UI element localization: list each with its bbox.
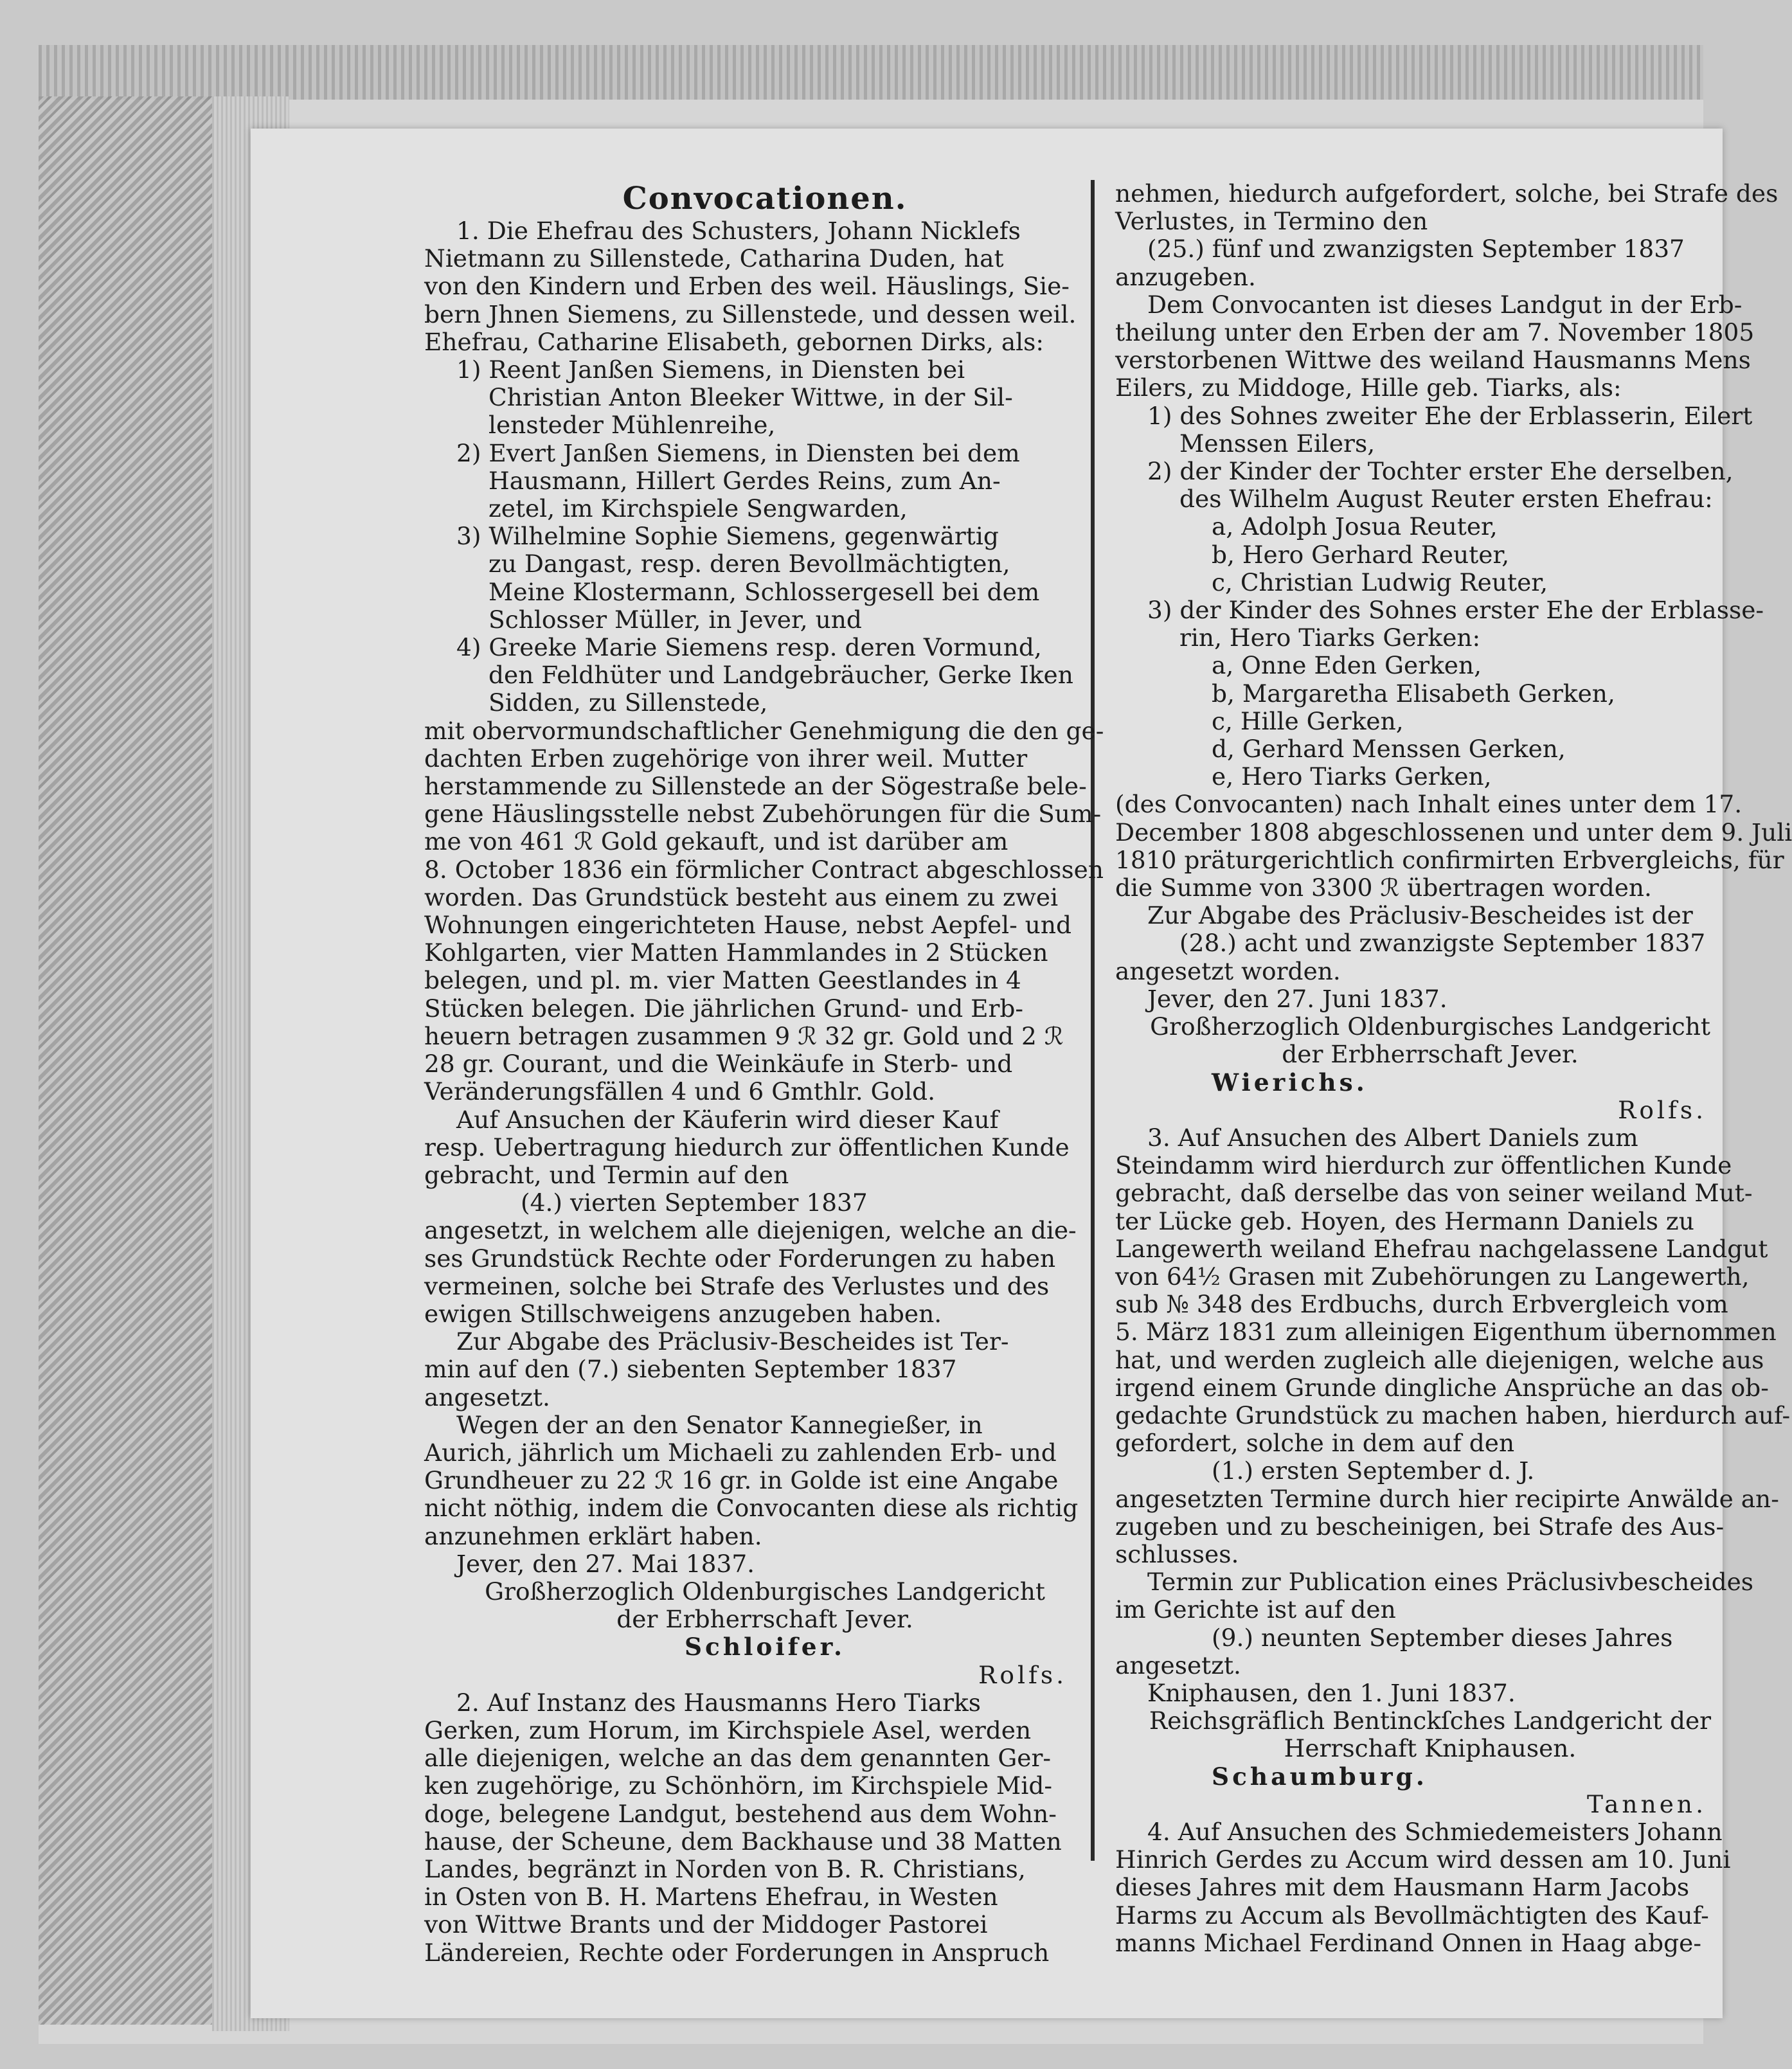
text-line: Auf Ansuchen der Käuferin wird dieser Kauf xyxy=(456,1105,999,1134)
text-line: 5. März 1831 zum alleinigen Eigenthum übernommen xyxy=(1115,1318,1777,1347)
text-line: zetel, im Kirchspiele Sengwarden, xyxy=(488,494,908,523)
text-line: theilung unter den Erben der am 7. November 1805 xyxy=(1115,318,1755,347)
text-line: 1) des Sohnes zweiter Ehe der Erblasserin, Eilert xyxy=(1147,401,1753,430)
text-line: me von 461 ℛ Gold gekauft, und ist darüber am xyxy=(424,827,1008,856)
page-title: Convocationen. xyxy=(622,181,908,217)
text-line: angesetzt. xyxy=(1115,1651,1241,1679)
text-line: im Gerichte ist auf den xyxy=(1115,1595,1396,1624)
text-line: herstammende zu Sillenstede an der Sögestraße bele- xyxy=(424,772,1087,801)
text-line: zu Dangast, resp. deren Bevollmächtigten, xyxy=(488,550,1010,578)
text-line: heuern betragen zusammen 9 ℛ 32 gr. Gold und 2 ℛ xyxy=(424,1021,1064,1050)
text-line: rin, Hero Tiarks Gerken: xyxy=(1179,623,1481,652)
court-name: der Erbherrschaft Jever. xyxy=(1282,1040,1579,1069)
text-line: ewigen Stillschweigens anzugeben haben. xyxy=(424,1299,942,1328)
text-line: b, Hero Gerhard Reuter, xyxy=(1212,540,1510,569)
signature-name: Tannen. xyxy=(1586,1789,1707,1818)
text-line: Meine Klostermann, Schlossergesell bei dem xyxy=(488,577,1040,606)
text-line: ken zugehörige, zu Schönhörn, im Kirchspiele Mid- xyxy=(424,1771,1052,1800)
text-line: December 1808 abgeschlossenen und unter dem 9. Juli xyxy=(1115,818,1792,846)
signature-name: Schaumburg. xyxy=(1212,1762,1428,1791)
date-line: Jever, den 27. Juni 1837. xyxy=(1147,984,1447,1013)
text-line: Christian Anton Bleeker Wittwe, in der Sil- xyxy=(488,383,1013,412)
text-line: irgend einem Grunde dingliche Ansprüche an das ob- xyxy=(1115,1373,1769,1402)
text-line: belegen, und pl. m. vier Matten Geestlandes in 4 xyxy=(424,966,1021,995)
text-line: angesetzt. xyxy=(424,1383,550,1411)
text-line: gebracht, daß derselbe das von seiner weiland Mut- xyxy=(1115,1179,1753,1208)
text-line: 3. Auf Ansuchen des Albert Daniels zum xyxy=(1147,1123,1638,1152)
text-line: Wegen der an den Senator Kannegießer, in xyxy=(456,1410,983,1439)
text-line: dieses Jahres mit dem Hausmann Harm Jacobs xyxy=(1115,1873,1690,1902)
text-line: (4.) vierten September 1837 xyxy=(521,1188,868,1217)
text-line: Hausmann, Hillert Gerdes Reins, zum An- xyxy=(488,466,1001,495)
text-line: (25.) fünf und zwanzigsten September 1837 xyxy=(1147,235,1685,264)
text-line: 1) Reent Janßen Siemens, in Diensten bei xyxy=(456,355,965,384)
text-line: gefordert, solche in dem auf den xyxy=(1115,1429,1515,1458)
signature-name: Rolfs. xyxy=(978,1660,1067,1689)
text-line: Ehefrau, Catharine Elisabeth, gebornen Dirks, als: xyxy=(424,327,1044,356)
text-line: Aurich, jährlich um Michaeli zu zahlenden Erb- und xyxy=(424,1438,1057,1467)
text-line: des Wilhelm August Reuter ersten Ehefrau: xyxy=(1179,485,1713,514)
signature-name: Schloifer. xyxy=(684,1633,846,1661)
text-line: Verlustes, in Termino den xyxy=(1115,207,1428,236)
text-line: von 64½ Grasen mit Zubehörungen zu Langewerth, xyxy=(1115,1262,1750,1291)
text-line: sub № 348 des Erdbuchs, durch Erbvergleich vom xyxy=(1115,1290,1728,1319)
text-line: manns Michael Ferdinand Onnen in Haag abge- xyxy=(1115,1928,1702,1957)
text-line: angesetzt, in welchem alle diejenigen, welche an die- xyxy=(424,1216,1077,1245)
text-line: angesetzten Termine durch hier recipirte Anwälde an- xyxy=(1115,1484,1779,1513)
text-line: Nietmann zu Sillenstede, Catharina Duden, hat xyxy=(424,244,1004,273)
page-top-edge xyxy=(39,45,1703,100)
left-column xyxy=(424,180,1106,1967)
text-line: ses Grundstück Rechte oder Forderungen zu haben xyxy=(424,1244,1056,1273)
text-line: 3) der Kinder des Sohnes erster Ehe der Erblasse- xyxy=(1147,596,1764,625)
court-name: Großherzoglich Oldenburgisches Landgericht xyxy=(485,1577,1045,1606)
text-line: b, Margaretha Elisabeth Gerken, xyxy=(1212,679,1615,708)
text-line: die Summe von 3300 ℛ übertragen worden. xyxy=(1115,873,1652,902)
court-name: Reichsgräflich Bentinckſches Landgericht der xyxy=(1149,1706,1712,1735)
text-line: Grundheuer zu 22 ℛ 16 gr. in Golde ist eine Angabe xyxy=(424,1466,1059,1495)
text-line: 2. Auf Instanz des Hausmanns Hero Tiarks xyxy=(456,1688,981,1717)
text-line: anzugeben. xyxy=(1115,262,1256,291)
text-line: 1810 präturgerichtlich confirmirten Erbvergleichs, für xyxy=(1115,845,1784,874)
court-name: der Erbherrschaft Jever. xyxy=(616,1605,913,1634)
text-line: e, Hero Tiarks Gerken, xyxy=(1212,762,1492,791)
text-line: Langewerth weiland Ehefrau nachgelassene Landgut xyxy=(1115,1234,1768,1263)
text-line: (28.) acht und zwanzigste September 1837 xyxy=(1179,929,1706,958)
court-name: Herrschaft Kniphausen. xyxy=(1284,1734,1577,1763)
text-line: 4) Greeke Marie Siemens resp. deren Vormund, xyxy=(456,633,1042,662)
text-line: 4. Auf Ansuchen des Schmiedemeisters Johann xyxy=(1147,1817,1723,1846)
text-line: a, Adolph Josua Reuter, xyxy=(1212,512,1498,541)
text-line: worden. Das Grundstück besteht aus einem zu zwei xyxy=(424,882,1059,911)
text-line: zugeben und zu bescheinigen, bei Strafe des Aus- xyxy=(1115,1512,1725,1541)
text-line: 3) Wilhelmine Sophie Siemens, gegenwärtig xyxy=(456,522,999,551)
text-line: Harms zu Accum als Bevollmächtigten des Kauf- xyxy=(1115,1901,1709,1930)
text-line: Veränderungsfällen 4 und 6 Gmthlr. Gold. xyxy=(424,1077,936,1106)
text-line: 28 gr. Courant, und die Weinkäufe in Sterb- und xyxy=(424,1050,1013,1079)
text-line: dachten Erben zugehörige von ihrer weil. Mutter xyxy=(424,744,1028,773)
text-line: resp. Uebertragung hiedurch zur öffentlichen Kunde xyxy=(424,1133,1070,1161)
text-line: hat, und werden zugleich alle diejenigen, welche aus xyxy=(1115,1345,1764,1374)
text-line: Schlosser Müller, in Jever, und xyxy=(488,605,862,634)
text-line: vermeinen, solche bei Strafe des Verlustes und des xyxy=(424,1271,1050,1300)
date-line: Kniphausen, den 1. Juni 1837. xyxy=(1147,1678,1516,1707)
text-line: c, Hille Gerken, xyxy=(1212,706,1404,735)
text-line: verstorbenen Wittwe des weiland Hausmanns Mens xyxy=(1115,346,1751,375)
signature-name: Rolfs. xyxy=(1618,1095,1707,1124)
text-line: Landes, begränzt in Norden von B. R. Christians, xyxy=(424,1854,1026,1883)
text-line: gebracht, und Termin auf den xyxy=(424,1160,789,1189)
text-line: Hinrich Gerdes zu Accum wird dessen am 10. Juni xyxy=(1115,1845,1731,1874)
text-line: a, Onne Eden Gerken, xyxy=(1212,651,1482,680)
text-line: Kohlgarten, vier Matten Hammlandes in 2 Stücken xyxy=(424,938,1048,967)
text-line: Dem Convocanten ist dieses Landgut in der Erb- xyxy=(1147,290,1743,319)
text-line: alle diejenigen, welche an das dem genannten Ger- xyxy=(424,1744,1052,1773)
printed-sheet xyxy=(251,129,1792,2018)
text-line: d, Gerhard Menssen Gerken, xyxy=(1212,735,1566,764)
text-line: lensteder Mühlenreihe, xyxy=(488,411,776,440)
signature-name: Wierichs. xyxy=(1212,1068,1368,1097)
text-line: (9.) neunten September dieses Jahres xyxy=(1212,1623,1673,1652)
text-line: gene Häuslingsstelle nebst Zubehörungen für die Sum- xyxy=(424,800,1102,828)
text-line: nicht nöthig, indem die Convocanten diese als richtig xyxy=(424,1494,1079,1523)
text-line: Zur Abgabe des Präclusiv-Bescheides ist der xyxy=(1147,901,1693,930)
text-line: Steindamm wird hierdurch zur öffentlichen Kunde xyxy=(1115,1151,1732,1180)
text-line: hause, der Scheune, dem Backhause und 38 Matten xyxy=(424,1827,1062,1856)
text-line: schlusses. xyxy=(1115,1539,1239,1568)
text-line: Sidden, zu Sillenstede, xyxy=(488,688,768,717)
text-line: ter Lücke geb. Hoyen, des Hermann Daniels zu xyxy=(1115,1206,1694,1235)
text-line: mit obervormundschaftlicher Genehmigung die den ge- xyxy=(424,716,1104,745)
text-line: (des Convocanten) nach Inhalt eines unter dem 17. xyxy=(1115,790,1743,819)
text-line: Eilers, zu Middoge, Hille geb. Tiarks, als: xyxy=(1115,373,1622,402)
text-line: doge, belegene Landgut, bestehend aus dem Wohn- xyxy=(424,1799,1057,1828)
text-line: anzunehmen erklärt haben. xyxy=(424,1521,762,1550)
right-column xyxy=(1115,179,1792,1957)
text-line: 2) Evert Janßen Siemens, in Diensten bei dem xyxy=(456,438,1020,467)
text-line: Wohnungen eingerichteten Hause, nebst Aepfel- und xyxy=(424,911,1071,940)
text-line: 2) der Kinder der Tochter erster Ehe derselben, xyxy=(1147,457,1734,486)
text-line: min auf den (7.) siebenten September 1837 xyxy=(424,1355,957,1384)
text-line: angesetzt worden. xyxy=(1115,956,1341,985)
text-line: Termin zur Publication eines Präclusivbescheides xyxy=(1147,1568,1754,1597)
text-line: 8. October 1836 ein förmlicher Contract abgeschlossen xyxy=(424,855,1104,884)
text-line: (1.) ersten September d. J. xyxy=(1212,1456,1535,1485)
text-line: Gerken, zum Horum, im Kirchspiele Asel, werden xyxy=(424,1715,1032,1744)
text-line: Zur Abgabe des Präclusiv-Bescheides ist Ter- xyxy=(456,1327,1009,1356)
marbled-book-edge xyxy=(39,96,212,2025)
text-line: nehmen, hiedurch aufgefordert, solche, bei Strafe des xyxy=(1115,179,1779,208)
text-line: von Wittwe Brants und der Middoger Pastorei xyxy=(424,1910,988,1939)
book-page xyxy=(39,45,1792,2044)
text-line: 1. Die Ehefrau des Schusters, Johann Nicklefs xyxy=(456,217,1021,245)
text-line: von den Kindern und Erben des weil. Häuslings, Sie- xyxy=(424,272,1070,301)
text-line: Ländereien, Rechte oder Forderungen in Anspruch xyxy=(424,1938,1050,1967)
court-name: Großherzoglich Oldenburgisches Landgericht xyxy=(1150,1012,1710,1041)
text-line: bern Jhnen Siemens, zu Sillenstede, und dessen weil. xyxy=(424,300,1077,328)
text-line: c, Christian Ludwig Reuter, xyxy=(1212,568,1548,596)
text-line: gedachte Grundstück zu machen haben, hierdurch auf- xyxy=(1115,1401,1791,1429)
date-line: Jever, den 27. Mai 1837. xyxy=(456,1549,755,1578)
text-line: Menssen Eilers, xyxy=(1179,429,1375,458)
text-line: in Osten von B. H. Martens Ehefrau, in Westen xyxy=(424,1883,998,1912)
text-line: den Feldhüter und Landgebräucher, Gerke Iken xyxy=(488,661,1073,690)
text-line: Stücken belegen. Die jährlichen Grund- und Erb- xyxy=(424,994,1024,1023)
